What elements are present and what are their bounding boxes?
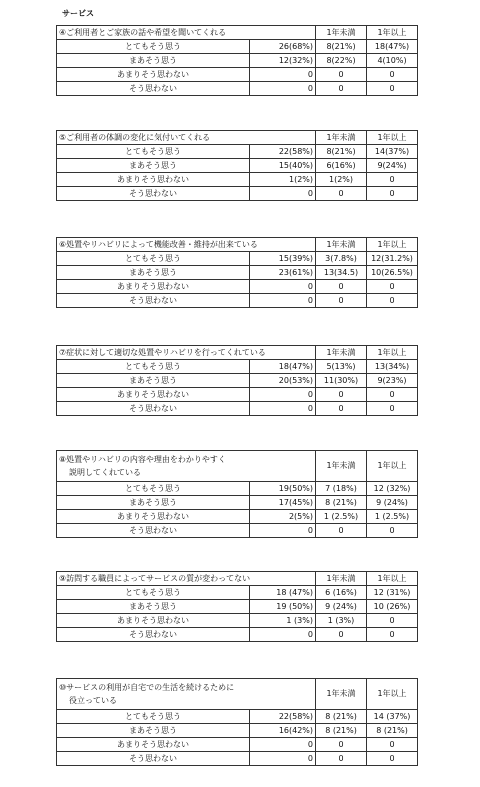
over1-count: 13(34%): [367, 360, 418, 374]
under1-count: 0: [316, 524, 367, 538]
survey-table-q5: [56, 130, 418, 201]
table-row: [57, 54, 418, 68]
over1-count: 9 (24%): [367, 496, 418, 510]
column-header-under1: 1年未満: [316, 238, 367, 252]
answer-label: とてもそう思う: [57, 586, 250, 600]
total-count: 18 (47%): [250, 586, 316, 600]
total-count: 19 (50%): [250, 600, 316, 614]
table-row: [57, 82, 418, 96]
table-row: [57, 586, 418, 600]
table-row: [57, 600, 418, 614]
under1-count: 8(21%): [316, 40, 367, 54]
column-header-under1: 1年未満: [316, 26, 367, 40]
under1-count: 0: [316, 187, 367, 201]
total-count: 22(58%): [250, 710, 316, 724]
over1-count: 0: [367, 173, 418, 187]
under1-count: 0: [316, 388, 367, 402]
survey-table-q6: [56, 237, 418, 308]
table-row: [57, 752, 418, 766]
question-text: ⑦症状に対して適切な処置やリハビリを行ってくれている: [57, 346, 316, 360]
question-line-2: 説明してくれている: [69, 468, 141, 477]
over1-count: 0: [367, 752, 418, 766]
question-row: [57, 26, 418, 40]
under1-count: 8(22%): [316, 54, 367, 68]
answer-label: まあそう思う: [57, 266, 250, 280]
table-row: [57, 68, 418, 82]
over1-count: 12 (32%): [367, 482, 418, 496]
under1-count: 6(16%): [316, 159, 367, 173]
table-row: [57, 360, 418, 374]
over1-count: 0: [367, 68, 418, 82]
over1-count: 0: [367, 738, 418, 752]
column-header-over1: 1年以上: [367, 346, 418, 360]
survey-table-q9: [56, 571, 418, 642]
answer-label: あまりそう思わない: [57, 510, 250, 524]
over1-count: 0: [367, 614, 418, 628]
answer-label: あまりそう思わない: [57, 738, 250, 752]
answer-label: とてもそう思う: [57, 40, 250, 54]
answer-label: あまりそう思わない: [57, 173, 250, 187]
answer-label: まあそう思う: [57, 54, 250, 68]
answer-label: あまりそう思わない: [57, 388, 250, 402]
over1-count: 1 (2.5%): [367, 510, 418, 524]
total-count: 0: [250, 524, 316, 538]
question-line-1: ⑧処置やリハビリの内容や理由をわかりやすく: [59, 455, 226, 464]
total-count: 16(42%): [250, 724, 316, 738]
under1-count: 8 (21%): [316, 710, 367, 724]
question-text: ⑤ご利用者の体調の変化に気付いてくれる: [57, 131, 316, 145]
under1-count: 8 (21%): [316, 724, 367, 738]
total-count: 0: [250, 294, 316, 308]
under1-count: 3(7.8%): [316, 252, 367, 266]
total-count: 2(5%): [250, 510, 316, 524]
answer-label: とてもそう思う: [57, 360, 250, 374]
over1-count: 0: [367, 524, 418, 538]
answer-label: とてもそう思う: [57, 252, 250, 266]
answer-label: とてもそう思う: [57, 710, 250, 724]
over1-count: 8 (21%): [367, 724, 418, 738]
answer-label: まあそう思う: [57, 374, 250, 388]
column-header-under1: 1年未満: [316, 131, 367, 145]
table-row: [57, 724, 418, 738]
question-line-2: 役立っている: [69, 696, 117, 705]
answer-label: あまりそう思わない: [57, 68, 250, 82]
column-header-under1: 1年未満: [316, 572, 367, 586]
under1-count: 0: [316, 752, 367, 766]
column-header-over1: 1年以上: [367, 238, 418, 252]
under1-count: 0: [316, 68, 367, 82]
over1-count: 0: [367, 628, 418, 642]
under1-count: 9 (24%): [316, 600, 367, 614]
total-count: 17(45%): [250, 496, 316, 510]
total-count: 19(50%): [250, 482, 316, 496]
total-count: 0: [250, 68, 316, 82]
answer-label: そう思わない: [57, 82, 250, 96]
answer-label: そう思わない: [57, 524, 250, 538]
answer-label: そう思わない: [57, 402, 250, 416]
column-header-over1: 1年以上: [367, 679, 418, 710]
column-header-over1: 1年以上: [367, 26, 418, 40]
table-row: [57, 710, 418, 724]
table-row: [57, 145, 418, 159]
page-header: サービス: [62, 9, 94, 18]
table-row: [57, 482, 418, 496]
table-row: [57, 524, 418, 538]
column-header-under1: 1年未満: [316, 679, 367, 710]
total-count: 1(2%): [250, 173, 316, 187]
over1-count: 4(10%): [367, 54, 418, 68]
total-count: 22(58%): [250, 145, 316, 159]
column-header-over1: 1年以上: [367, 572, 418, 586]
survey-table-q10: [56, 678, 418, 766]
table-row: [57, 388, 418, 402]
over1-count: 0: [367, 187, 418, 201]
table-row: [57, 187, 418, 201]
question-row: [57, 572, 418, 586]
over1-count: 9(23%): [367, 374, 418, 388]
answer-label: あまりそう思わない: [57, 280, 250, 294]
over1-count: 0: [367, 82, 418, 96]
total-count: 0: [250, 280, 316, 294]
under1-count: 8 (21%): [316, 496, 367, 510]
under1-count: 1 (3%): [316, 614, 367, 628]
under1-count: 0: [316, 628, 367, 642]
column-header-under1: 1年未満: [316, 346, 367, 360]
over1-count: 0: [367, 388, 418, 402]
table-row: [57, 294, 418, 308]
over1-count: 0: [367, 402, 418, 416]
total-count: 0: [250, 752, 316, 766]
column-header-under1: 1年未満: [316, 451, 367, 482]
question-row: [57, 131, 418, 145]
table-row: [57, 614, 418, 628]
total-count: 0: [250, 187, 316, 201]
answer-label: そう思わない: [57, 294, 250, 308]
answer-label: とてもそう思う: [57, 145, 250, 159]
total-count: 0: [250, 738, 316, 752]
total-count: 0: [250, 628, 316, 642]
total-count: 0: [250, 82, 316, 96]
under1-count: 13(34.5): [316, 266, 367, 280]
answer-label: まあそう思う: [57, 496, 250, 510]
over1-count: 9(24%): [367, 159, 418, 173]
table-row: [57, 266, 418, 280]
answer-label: まあそう思う: [57, 159, 250, 173]
over1-count: 10(26.5%): [367, 266, 418, 280]
total-count: 23(61%): [250, 266, 316, 280]
under1-count: 11(30%): [316, 374, 367, 388]
under1-count: 1(2%): [316, 173, 367, 187]
total-count: 15(40%): [250, 159, 316, 173]
question-row: [57, 679, 418, 710]
table-row: [57, 496, 418, 510]
under1-count: 5(13%): [316, 360, 367, 374]
total-count: 18(47%): [250, 360, 316, 374]
survey-table-q7: [56, 345, 418, 416]
under1-count: 8(21%): [316, 145, 367, 159]
column-header-over1: 1年以上: [367, 131, 418, 145]
question-row: [57, 451, 418, 482]
answer-label: とてもそう思う: [57, 482, 250, 496]
over1-count: 14 (37%): [367, 710, 418, 724]
table-row: [57, 402, 418, 416]
under1-count: 0: [316, 294, 367, 308]
table-row: [57, 738, 418, 752]
table-row: [57, 374, 418, 388]
under1-count: 6 (16%): [316, 586, 367, 600]
over1-count: 18(47%): [367, 40, 418, 54]
table-row: [57, 40, 418, 54]
answer-label: まあそう思う: [57, 724, 250, 738]
column-header-over1: 1年以上: [367, 451, 418, 482]
total-count: 20(53%): [250, 374, 316, 388]
answer-label: そう思わない: [57, 752, 250, 766]
total-count: 12(32%): [250, 54, 316, 68]
table-row: [57, 173, 418, 187]
total-count: 26(68%): [250, 40, 316, 54]
table-row: [57, 280, 418, 294]
survey-table-q8: [56, 450, 418, 538]
question-row: [57, 346, 418, 360]
table-row: [57, 252, 418, 266]
under1-count: 0: [316, 402, 367, 416]
question-text: ⑥処置やリハビリによって機能改善・維持が出来ている: [57, 238, 316, 252]
table-row: [57, 628, 418, 642]
under1-count: 7 (18%): [316, 482, 367, 496]
answer-label: あまりそう思わない: [57, 614, 250, 628]
question-text: ⑨訪問する職員によってサービスの質が変わってない: [57, 572, 316, 586]
question-text: [57, 451, 316, 482]
question-text: [57, 679, 316, 710]
over1-count: 12 (31%): [367, 586, 418, 600]
answer-label: まあそう思う: [57, 600, 250, 614]
total-count: 0: [250, 402, 316, 416]
question-row: [57, 238, 418, 252]
under1-count: 1 (2.5%): [316, 510, 367, 524]
survey-table-q4: [56, 25, 418, 96]
answer-label: そう思わない: [57, 628, 250, 642]
over1-count: 0: [367, 280, 418, 294]
total-count: 1 (3%): [250, 614, 316, 628]
over1-count: 10 (26%): [367, 600, 418, 614]
question-line-1: ⑩サービスの利用が自宅での生活を続けるために: [59, 683, 235, 692]
over1-count: 0: [367, 294, 418, 308]
under1-count: 0: [316, 82, 367, 96]
total-count: 0: [250, 388, 316, 402]
under1-count: 0: [316, 738, 367, 752]
table-row: [57, 510, 418, 524]
total-count: 15(39%): [250, 252, 316, 266]
over1-count: 14(37%): [367, 145, 418, 159]
question-text: ④ご利用者とご家族の話や希望を聞いてくれる: [57, 26, 316, 40]
over1-count: 12(31.2%): [367, 252, 418, 266]
under1-count: 0: [316, 280, 367, 294]
answer-label: そう思わない: [57, 187, 250, 201]
table-row: [57, 159, 418, 173]
